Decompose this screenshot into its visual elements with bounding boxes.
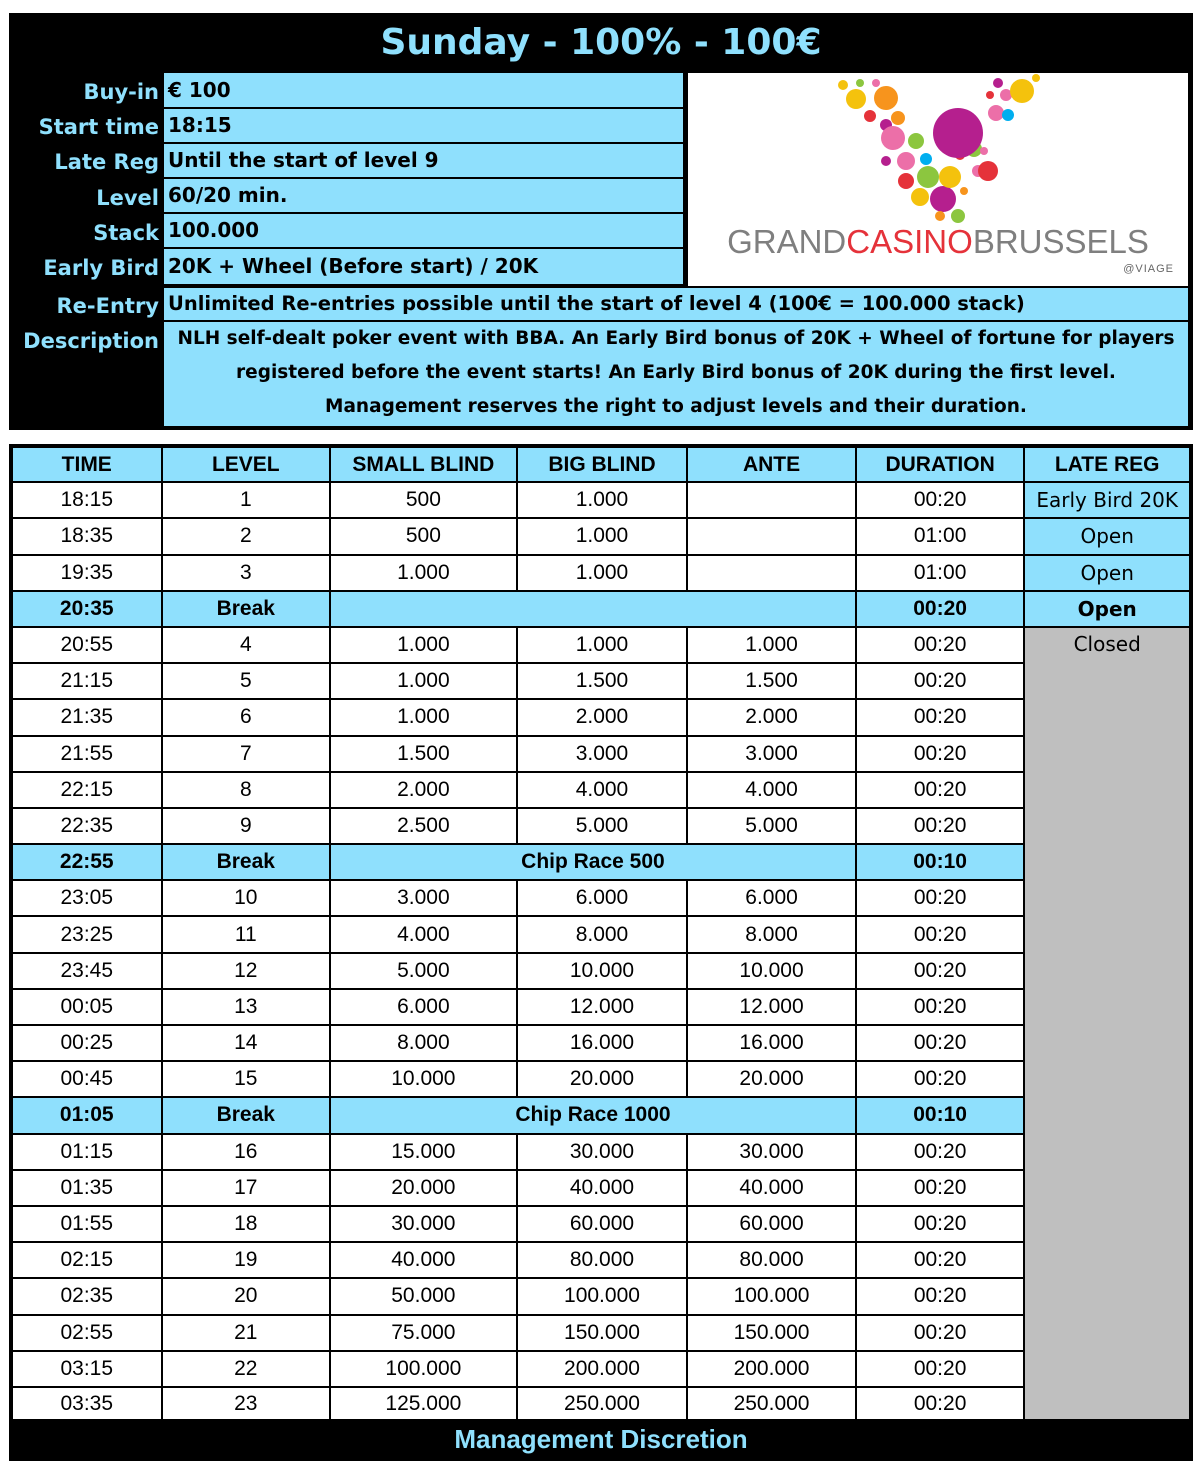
level-cell: Break: [162, 591, 331, 627]
table-row: [11, 808, 1191, 844]
duration-cell: 00:20: [856, 1134, 1025, 1170]
time-cell: 21:35: [11, 699, 162, 735]
ante-cell: [687, 482, 856, 518]
level-cell: 14: [162, 1025, 331, 1061]
event-header: [9, 13, 1193, 430]
duration-cell: 00:20: [856, 953, 1025, 989]
late-reg-cell: [1024, 699, 1191, 735]
duration-cell: 00:10: [856, 844, 1025, 880]
break-note-cell: Chip Race 1000: [330, 1097, 856, 1133]
duration-cell: 00:20: [856, 1025, 1025, 1061]
column-header: DURATION: [856, 446, 1025, 482]
level-cell: 6: [162, 699, 331, 735]
description-value: [164, 322, 1188, 426]
time-cell: 18:15: [11, 482, 162, 518]
late-reg-cell: [1024, 1315, 1191, 1351]
start-time-label: Start time: [38, 115, 159, 139]
small-blind-cell: 75.000: [330, 1315, 517, 1351]
duration-cell: 00:20: [856, 1170, 1025, 1206]
big-blind-cell: 20.000: [517, 1061, 688, 1097]
ante-cell: 1.500: [687, 663, 856, 699]
table-row: [11, 1206, 1191, 1242]
time-cell: 01:35: [11, 1170, 162, 1206]
small-blind-cell: 500: [330, 518, 517, 554]
column-header: ANTE: [687, 446, 856, 482]
duration-cell: 00:20: [856, 591, 1025, 627]
ante-cell: 200.000: [687, 1351, 856, 1387]
small-blind-cell: 500: [330, 482, 517, 518]
time-cell: 23:05: [11, 880, 162, 916]
duration-cell: 00:20: [856, 880, 1025, 916]
level-cell: 9: [162, 808, 331, 844]
level-cell: Break: [162, 1097, 331, 1133]
late-reg-cell: [1024, 1351, 1191, 1387]
small-blind-cell: 5.000: [330, 953, 517, 989]
level-cell: 10: [162, 880, 331, 916]
big-blind-cell: 1.500: [517, 663, 688, 699]
big-blind-cell: 30.000: [517, 1134, 688, 1170]
big-blind-cell: 16.000: [517, 1025, 688, 1061]
big-blind-cell: 100.000: [517, 1278, 688, 1314]
duration-cell: 00:20: [856, 808, 1025, 844]
ante-cell: 250.000: [687, 1387, 856, 1423]
big-blind-cell: 2.000: [517, 699, 688, 735]
time-cell: 22:15: [11, 772, 162, 808]
table-row: [11, 916, 1191, 952]
big-blind-cell: 150.000: [517, 1315, 688, 1351]
duration-cell: 00:20: [856, 736, 1025, 772]
ante-cell: 4.000: [687, 772, 856, 808]
big-blind-cell: 1.000: [517, 482, 688, 518]
small-blind-cell: 50.000: [330, 1278, 517, 1314]
late-reg-cell: Early Bird 20K: [1024, 482, 1191, 518]
level-cell: 2: [162, 518, 331, 554]
big-blind-cell: 80.000: [517, 1242, 688, 1278]
big-blind-cell: 60.000: [517, 1206, 688, 1242]
level-cell: 8: [162, 772, 331, 808]
late-reg-cell: [1024, 1242, 1191, 1278]
time-cell: 23:25: [11, 916, 162, 952]
duration-cell: 01:00: [856, 555, 1025, 591]
level-label: Level: [96, 186, 159, 210]
late-reg-cell: [1024, 1025, 1191, 1061]
table-row: [11, 555, 1191, 591]
small-blind-cell: 6.000: [330, 989, 517, 1025]
blind-structure-table: [9, 444, 1193, 1425]
big-blind-cell: 1.000: [517, 627, 688, 663]
late-reg-cell: Open: [1024, 518, 1191, 554]
break-row: [11, 591, 1191, 627]
column-header: LEVEL: [162, 446, 331, 482]
time-cell: 02:55: [11, 1315, 162, 1351]
time-cell: 22:35: [11, 808, 162, 844]
time-cell: 22:55: [11, 844, 162, 880]
small-blind-cell: 125.000: [330, 1387, 517, 1423]
stack-label: Stack: [93, 221, 159, 245]
big-blind-cell: 12.000: [517, 989, 688, 1025]
time-cell: 00:45: [11, 1061, 162, 1097]
big-blind-cell: 6.000: [517, 880, 688, 916]
late-reg-cell: [1024, 1097, 1191, 1133]
late-reg-cell: [1024, 808, 1191, 844]
late-reg-cell: Open: [1024, 591, 1191, 627]
level-cell: 12: [162, 953, 331, 989]
duration-cell: 00:20: [856, 989, 1025, 1025]
footer-note: Management Discretion: [9, 1419, 1193, 1461]
big-blind-cell: 8.000: [517, 916, 688, 952]
table-row: [11, 1242, 1191, 1278]
table-row: [11, 1278, 1191, 1314]
level-cell: Break: [162, 844, 331, 880]
level-cell: 23: [162, 1387, 331, 1423]
table-row: [11, 663, 1191, 699]
duration-cell: 00:20: [856, 772, 1025, 808]
ante-cell: 5.000: [687, 808, 856, 844]
duration-cell: 01:00: [856, 518, 1025, 554]
duration-cell: 00:20: [856, 1315, 1025, 1351]
duration-cell: 00:20: [856, 1242, 1025, 1278]
duration-cell: 00:20: [856, 1061, 1025, 1097]
small-blind-cell: 1.500: [330, 736, 517, 772]
table-row: [11, 880, 1191, 916]
time-cell: 00:25: [11, 1025, 162, 1061]
duration-cell: 00:20: [856, 627, 1025, 663]
casino-logo: [688, 73, 1188, 286]
column-header: BIG BLIND: [517, 446, 688, 482]
late-reg-cell: Closed: [1024, 627, 1191, 663]
duration-cell: 00:20: [856, 1387, 1025, 1423]
late-reg-cell: [1024, 989, 1191, 1025]
level-cell: 7: [162, 736, 331, 772]
time-cell: 21:15: [11, 663, 162, 699]
duration-cell: 00:20: [856, 482, 1025, 518]
big-blind-cell: 1.000: [517, 518, 688, 554]
break-row: [11, 844, 1191, 880]
table-row: [11, 1170, 1191, 1206]
logo-wordmark: GRANDCASINOBRUSSELS: [727, 223, 1149, 260]
duration-cell: 00:20: [856, 1351, 1025, 1387]
time-cell: 02:35: [11, 1278, 162, 1314]
table-row: [11, 989, 1191, 1025]
duration-cell: 00:20: [856, 1206, 1025, 1242]
ante-cell: 30.000: [687, 1134, 856, 1170]
re-entry-value: Unlimited Re-entries possible until the start of level 4 (100€ = 100.000 stack): [164, 288, 1188, 320]
time-cell: 21:55: [11, 736, 162, 772]
time-cell: 01:15: [11, 1134, 162, 1170]
level-cell: 5: [162, 663, 331, 699]
ante-cell: 3.000: [687, 736, 856, 772]
late-reg-cell: [1024, 736, 1191, 772]
start-time-value: 18:15: [164, 109, 683, 142]
small-blind-cell: 2.500: [330, 808, 517, 844]
small-blind-cell: 1.000: [330, 627, 517, 663]
ante-cell: 100.000: [687, 1278, 856, 1314]
late-reg-cell: [1024, 772, 1191, 808]
late-reg-cell: [1024, 1061, 1191, 1097]
ante-cell: 1.000: [687, 627, 856, 663]
time-cell: 01:55: [11, 1206, 162, 1242]
level-cell: 21: [162, 1315, 331, 1351]
time-cell: 01:05: [11, 1097, 162, 1133]
level-cell: 18: [162, 1206, 331, 1242]
small-blind-cell: 4.000: [330, 916, 517, 952]
table-row: [11, 953, 1191, 989]
table-row: [11, 627, 1191, 663]
small-blind-cell: 40.000: [330, 1242, 517, 1278]
ante-cell: [687, 518, 856, 554]
late-reg-cell: [1024, 663, 1191, 699]
late-reg-cell: [1024, 953, 1191, 989]
big-blind-cell: 40.000: [517, 1170, 688, 1206]
event-title: Sunday - 100% - 100€: [380, 22, 822, 63]
ante-cell: 150.000: [687, 1315, 856, 1351]
level-cell: 11: [162, 916, 331, 952]
level-value: 60/20 min.: [164, 179, 683, 212]
description-line: registered before the event starts! An Early Bird bonus of 20K during the first level.: [236, 362, 1116, 383]
level-cell: 16: [162, 1134, 331, 1170]
ante-cell: 6.000: [687, 880, 856, 916]
buy-in-label: Buy-in: [83, 80, 159, 104]
small-blind-cell: 20.000: [330, 1170, 517, 1206]
time-cell: 19:35: [11, 555, 162, 591]
time-cell: 20:55: [11, 627, 162, 663]
table-row: [11, 1315, 1191, 1351]
description-line: NLH self-dealt poker event with BBA. An Early Bird bonus of 20K + Wheel of fortune for players: [177, 328, 1175, 349]
time-cell: 03:35: [11, 1387, 162, 1423]
ante-cell: 8.000: [687, 916, 856, 952]
late-reg-cell: [1024, 1134, 1191, 1170]
late-reg-cell: [1024, 880, 1191, 916]
duration-cell: 00:10: [856, 1097, 1025, 1133]
column-header: TIME: [11, 446, 162, 482]
level-cell: 3: [162, 555, 331, 591]
ante-cell: 12.000: [687, 989, 856, 1025]
big-blind-cell: 10.000: [517, 953, 688, 989]
small-blind-cell: 10.000: [330, 1061, 517, 1097]
ante-cell: [687, 555, 856, 591]
big-blind-cell: 5.000: [517, 808, 688, 844]
small-blind-cell: 1.000: [330, 663, 517, 699]
ante-cell: 2.000: [687, 699, 856, 735]
early-bird-value: 20K + Wheel (Before start) / 20K: [164, 249, 683, 284]
level-cell: 15: [162, 1061, 331, 1097]
level-cell: 19: [162, 1242, 331, 1278]
logo-subtitle: @VIAGE: [1123, 263, 1174, 275]
description-label: Description: [23, 329, 159, 353]
small-blind-cell: 8.000: [330, 1025, 517, 1061]
table-row: [11, 1025, 1191, 1061]
table-row: [11, 736, 1191, 772]
small-blind-cell: 2.000: [330, 772, 517, 808]
re-entry-label: Re-Entry: [56, 294, 159, 318]
late-reg-cell: [1024, 1170, 1191, 1206]
ante-cell: 60.000: [687, 1206, 856, 1242]
table-row: [11, 699, 1191, 735]
big-blind-cell: 250.000: [517, 1387, 688, 1423]
time-cell: 18:35: [11, 518, 162, 554]
level-cell: 4: [162, 627, 331, 663]
late-reg-cell: [1024, 1278, 1191, 1314]
column-header: SMALL BLIND: [330, 446, 517, 482]
break-note-cell: [330, 591, 856, 627]
ante-cell: 40.000: [687, 1170, 856, 1206]
buy-in-value: € 100: [164, 73, 683, 107]
late-reg-cell: Open: [1024, 555, 1191, 591]
table-row: [11, 1061, 1191, 1097]
break-note-cell: Chip Race 500: [330, 844, 856, 880]
table-row: [11, 1134, 1191, 1170]
time-cell: 03:15: [11, 1351, 162, 1387]
column-header: LATE REG: [1024, 446, 1191, 482]
table-header-row: [11, 446, 1191, 482]
description-line: Management reserves the right to adjust levels and their duration.: [325, 396, 1027, 417]
level-cell: 1: [162, 482, 331, 518]
time-cell: 23:45: [11, 953, 162, 989]
late-reg-cell: [1024, 1387, 1191, 1423]
big-blind-cell: 1.000: [517, 555, 688, 591]
duration-cell: 00:20: [856, 1278, 1025, 1314]
ante-cell: 80.000: [687, 1242, 856, 1278]
small-blind-cell: 1.000: [330, 699, 517, 735]
break-row: [11, 1097, 1191, 1133]
table-row: [11, 482, 1191, 518]
late-reg-cell: [1024, 844, 1191, 880]
late-reg-value: Until the start of level 9: [164, 144, 683, 177]
big-blind-cell: 200.000: [517, 1351, 688, 1387]
table-row: [11, 1351, 1191, 1387]
level-cell: 13: [162, 989, 331, 1025]
table-row: [11, 1387, 1191, 1423]
level-cell: 17: [162, 1170, 331, 1206]
duration-cell: 00:20: [856, 699, 1025, 735]
time-cell: 00:05: [11, 989, 162, 1025]
ante-cell: 20.000: [687, 1061, 856, 1097]
ante-cell: 16.000: [687, 1025, 856, 1061]
bubbles-logo-icon: [688, 73, 1188, 223]
level-cell: 22: [162, 1351, 331, 1387]
level-cell: 20: [162, 1278, 331, 1314]
small-blind-cell: 30.000: [330, 1206, 517, 1242]
small-blind-cell: 1.000: [330, 555, 517, 591]
small-blind-cell: 3.000: [330, 880, 517, 916]
ante-cell: 10.000: [687, 953, 856, 989]
big-blind-cell: 4.000: [517, 772, 688, 808]
table-row: [11, 772, 1191, 808]
time-cell: 20:35: [11, 591, 162, 627]
early-bird-label: Early Bird: [43, 256, 159, 280]
big-blind-cell: 3.000: [517, 736, 688, 772]
late-reg-cell: [1024, 1206, 1191, 1242]
small-blind-cell: 100.000: [330, 1351, 517, 1387]
time-cell: 02:15: [11, 1242, 162, 1278]
table-row: [11, 518, 1191, 554]
duration-cell: 00:20: [856, 663, 1025, 699]
stack-value: 100.000: [164, 214, 683, 247]
late-reg-cell: [1024, 916, 1191, 952]
small-blind-cell: 15.000: [330, 1134, 517, 1170]
duration-cell: 00:20: [856, 916, 1025, 952]
late-reg-label: Late Reg: [54, 150, 159, 174]
